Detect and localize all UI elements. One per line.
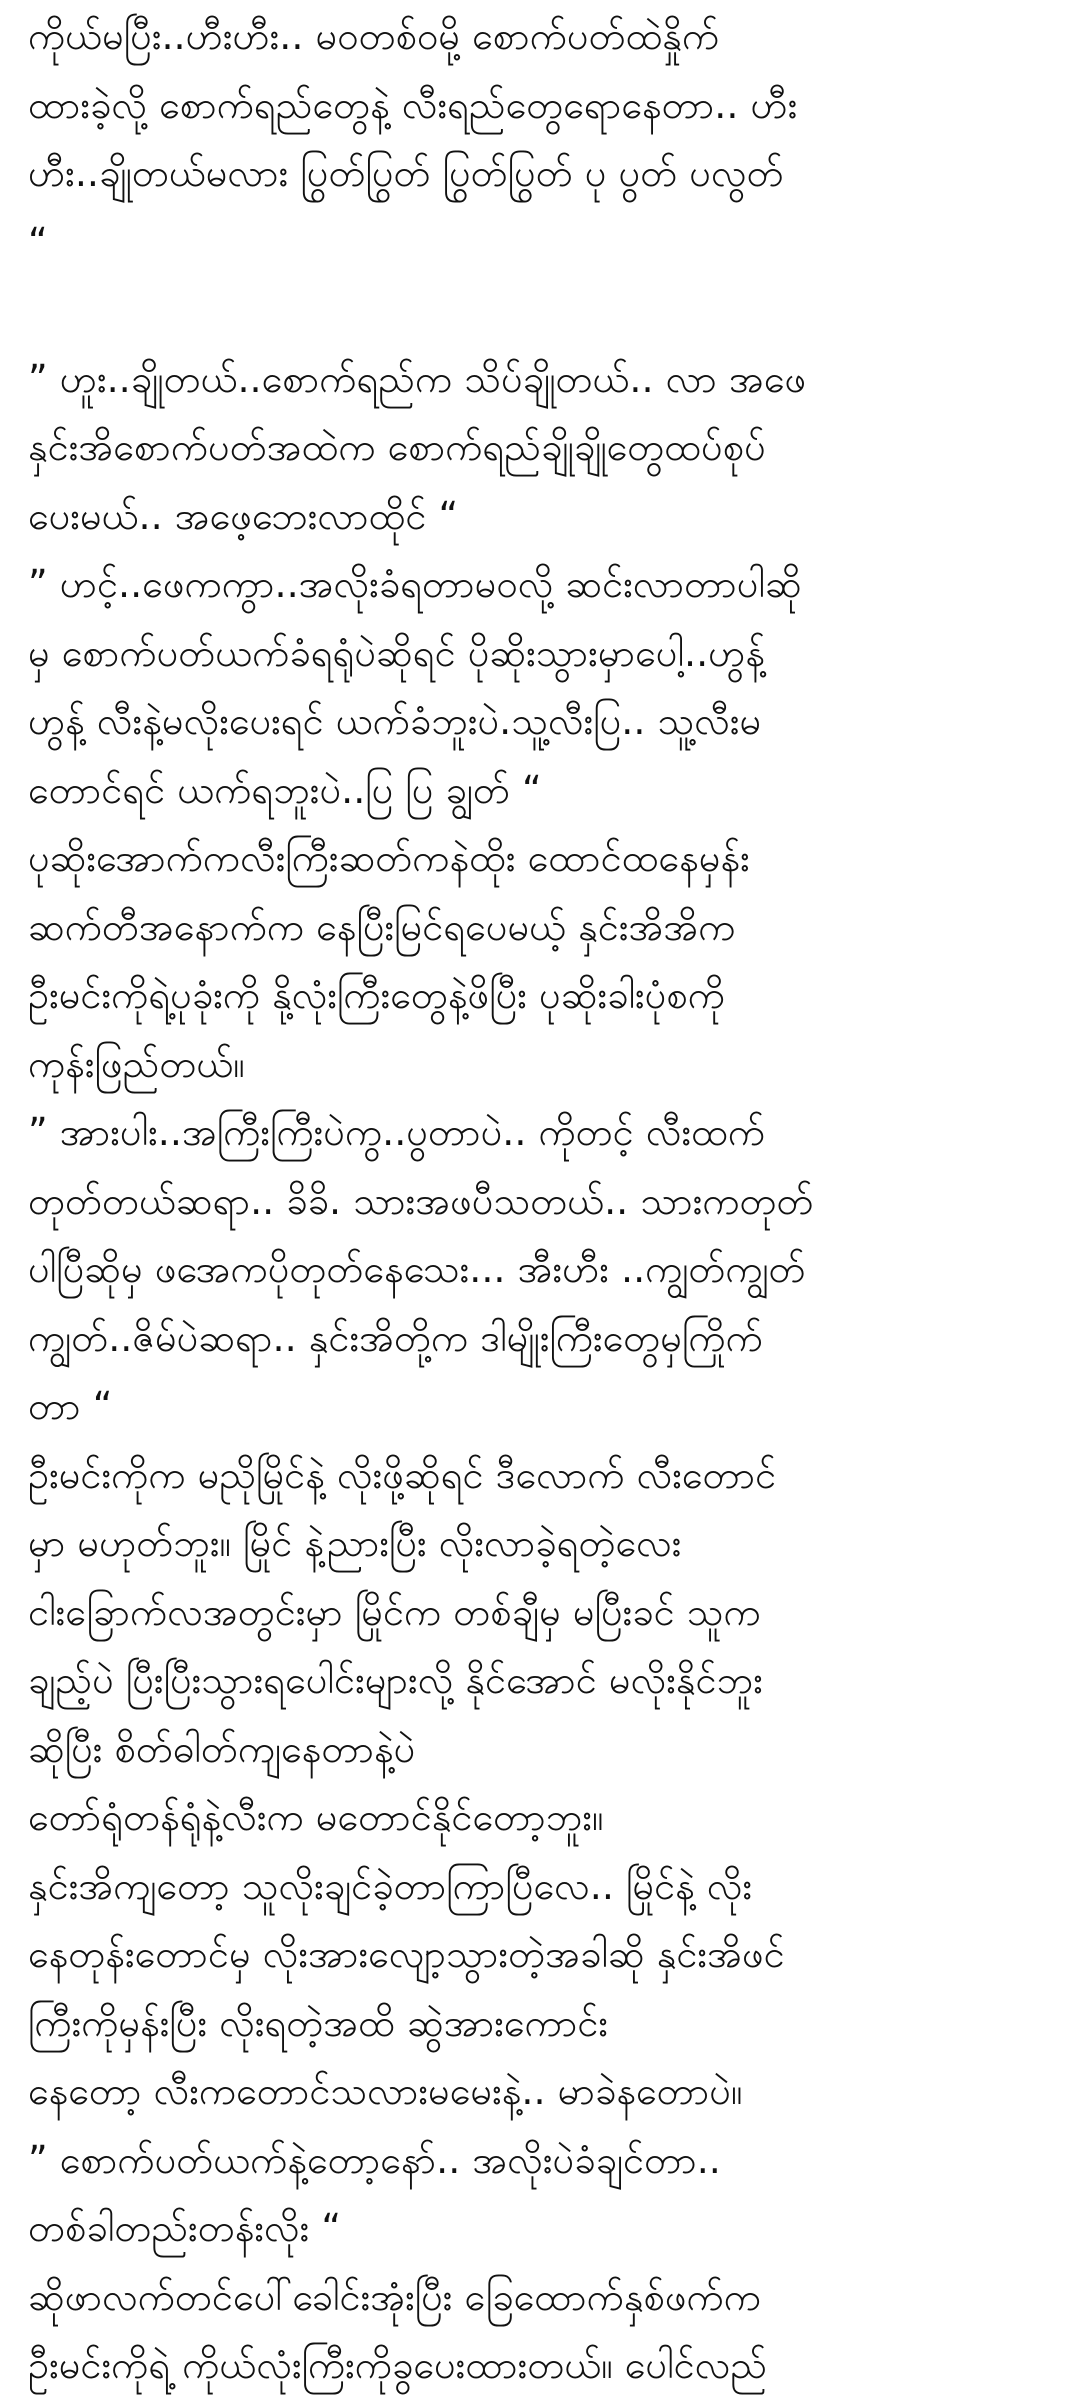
text-line: ပုဆိုးအောက်ကလီးကြီးဆတ်ကနဲထိုး ထောင်ထနေမှန်း — [28, 836, 750, 880]
text-line: ” ဟင့်..ဖေကကွာ..အလိုးခံရတာမဝလို့ ဆင်းလာတာပါဆို — [28, 562, 802, 606]
text-line: ဆက်တီအနောက်က နေပြီးမြင်ရပေမယ့် နှင်းအိအိက — [28, 904, 736, 949]
text-line: ” အားပါး..အကြီးကြီးပဲကွ..ပွတာပဲ.. ကိုတင့် လီးထက် — [28, 1110, 766, 1154]
text-line: ” စောက်ပတ်ယက်နဲ့တော့နော်.. အလိုးပဲခံချင်တာ.. — [28, 2137, 721, 2182]
text-line: “ — [28, 219, 48, 264]
text-line: တော်ရုံတန်ရုံနဲ့လီးက မတောင်နိုင်တော့ဘူး။ — [28, 1795, 604, 1839]
text-line: နေတုန်းတောင်မှ လိုးအားလျော့သွားတဲ့အခါဆို နှင်းအိဖင် — [28, 1932, 785, 1976]
text-line: ဦးမင်းကိုရဲ့ ကိုယ်လုံးကြီးကိုခွပေးထားတယ်။ ပေါင်လည် — [28, 2343, 768, 2387]
text-line: ထားခဲ့လို့ စောက်ရည်တွေနဲ့ လီးရည်တွေရောနေတာ.. ဟီး — [28, 82, 798, 127]
text-line: ကျွတ်..ဇိမ်ပဲဆရာ.. နှင်းအိတို့က ဒါမျိုးကြီးတွေမှကြိုက် — [28, 1315, 763, 1360]
text-line: ပေးမယ်.. အဖေ့ဘေးလာထိုင် “ — [28, 493, 459, 538]
text-line: ဦးမင်းကိုရဲ့ပုခုံးကို နို့လုံးကြီးတွေနဲ့ဖိပြီး ပုဆိုးခါးပုံစကို — [28, 973, 725, 1017]
text-line: နေတော့ လီးကတောင်သလားမမေးနဲ့.. မာခဲနတောပဲ။ — [28, 2069, 743, 2113]
text-line: ပါပြီဆိုမှ ဖအေကပိုတုတ်နေသေး... အီးဟီး ..ကျွတ်ကျွတ် — [28, 1247, 806, 1291]
text-line: နှင်းအိစောက်ပတ်အထဲက စောက်ရည်ချိုချိုတွေထပ်စုပ် — [28, 425, 766, 469]
text-line: ဆိုပြီး စိတ်ဓါတ်ကျနေတာနဲ့ပဲ — [28, 1726, 416, 1771]
text-line: ကိုယ်မပြီး..ဟီးဟီး.. မဝတစ်ဝမို့ စောက်ပတ်ထဲနှိုက် — [28, 14, 720, 58]
text-line: ကြီးကိုမှန်းပြီး လိုးရတဲ့အထိ ဆွဲအားကောင်း — [28, 2000, 609, 2045]
text-line: မှာ မဟုတ်ဘူး။ မြိုင် နဲ့ညားပြီး လိုးလာခဲ့ရတဲ့လေး — [28, 1521, 682, 1565]
text-line: တစ်ခါတည်းတန်းလိုး “ — [28, 2206, 342, 2250]
text-line: ချည့်ပဲ ပြီးပြီးသွားရပေါင်းများလို့ နိုင်အောင် မလိုးနိုင်ဘူး — [28, 1658, 763, 1702]
text-line: နှင်းအိကျတော့ သူလိုးချင်ခဲ့တာကြာပြီလေ.. မြိုင်နဲ့ လိုး — [28, 1863, 753, 1908]
blank-line — [28, 276, 1068, 345]
text-line: ငါးခြောက်လအတွင်းမှာ မြိုင်က တစ်ချီမှ မပြီးခင် သူက — [28, 1589, 761, 1634]
text-line: မှ စောက်ပတ်ယက်ခံရရုံပဲဆိုရင် ပိုဆိုးသွားမှာပေါ့..ဟွန့် — [28, 630, 766, 675]
text-line: တောင်ရင် ယက်ရဘူးပဲ..ပြ ပြ ချွတ် “ — [28, 767, 542, 812]
text-line: ဟီး..ချိုတယ်မလား ပြွတ်ပြွတ် ပြွတ်ပြွတ် ပု ပွတ် ပလွတ် — [28, 151, 784, 195]
text-line: ဦးမင်းကိုက မညိုမြိုင်နဲ့ လိုးဖို့ဆိုရင် ဒီလောက် လီးတောင် — [28, 1452, 777, 1497]
text-line: တုတ်တယ်ဆရာ.. ခိခိ. သားအဖပီသတယ်.. သားကတုတ် — [28, 1178, 814, 1223]
text-line: ကုန်းဖြည်တယ်။ — [28, 1041, 245, 1086]
text-line: ဟွန့် လီးနဲ့မလိုးပေးရင် ယက်ခံဘူးပဲ.သူ့လီးပြ.. သူ့လီးမ — [28, 699, 762, 743]
text-line: တာ “ — [28, 1384, 113, 1428]
story-text — [28, 2, 1068, 2400]
text-line: ဆိုဖာလက်တင်ပေါ်ခေါင်းအုံးပြီး ခြေထောက်နှစ်ဖက်က — [28, 2274, 761, 2319]
text-line: ” ဟူး..ချိုတယ်..စောက်ရည်က သိပ်ချိုတယ်.. လာ အဖေ — [28, 356, 807, 401]
